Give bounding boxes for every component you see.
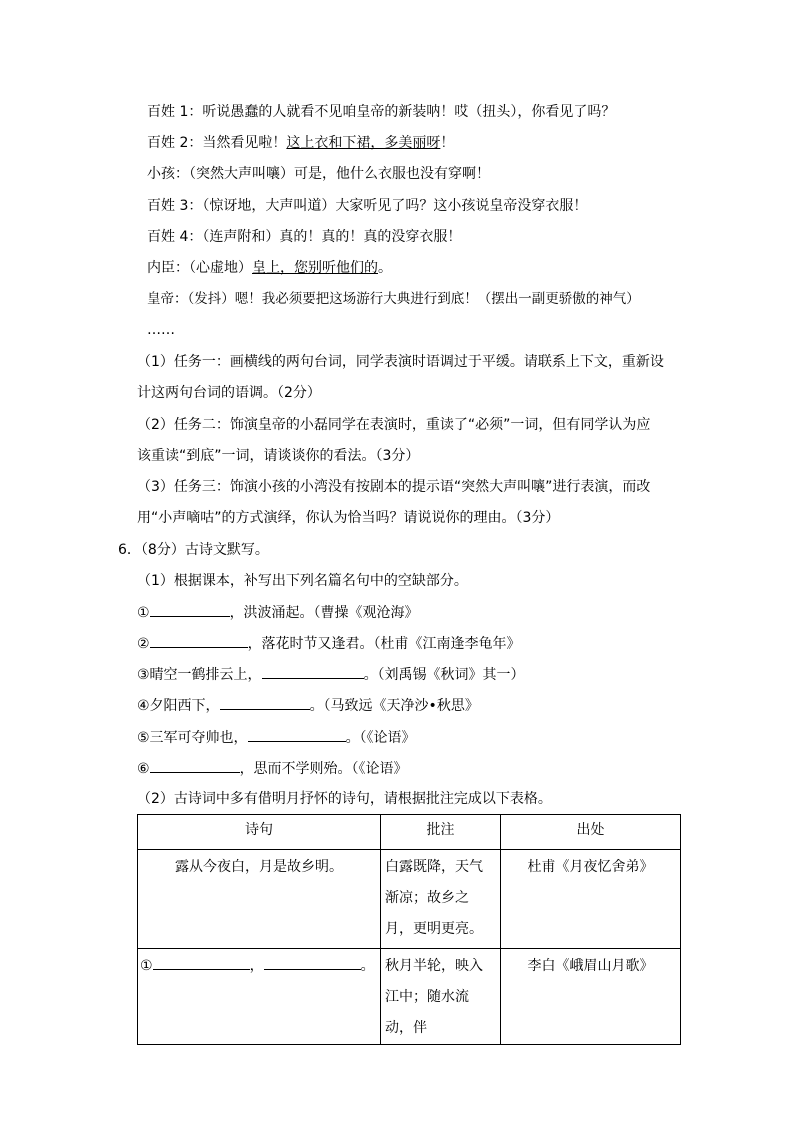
- fill-item: ④夕阳西下， 。（马致远《天净沙•秋思》: [137, 695, 479, 716]
- dialogue-line: 百姓 1：听说愚蠢的人就看不见咱皇帝的新装呐！哎（扭头），你看见了吗？: [147, 104, 616, 120]
- table-header: 出处: [501, 815, 681, 850]
- fill-item: ② ，落花时节又逢君。（杜甫《江南逢李龟年》: [137, 633, 521, 654]
- dialogue-line: 百姓 3：（惊讶地，大声叫道）大家听见了吗？这小孩说皇帝没穿衣服！: [147, 198, 588, 214]
- dialogue-line: 百姓 4：（连声附和）真的！真的！真的没穿衣服！: [147, 229, 462, 245]
- dialogue-line: ……: [147, 322, 175, 338]
- source-cell: 杜甫《月夜忆舍弟》: [501, 850, 681, 949]
- fill-item: ⑤三军可夺帅也， 。（《论语》: [137, 727, 416, 748]
- dialogue-line: 内臣：（心虚地）皇上，您别听他们的。: [147, 260, 392, 276]
- answer-blank[interactable]: [220, 695, 310, 710]
- note-cell: 秋月半轮，映入江中；随水流动，伴: [381, 949, 501, 1045]
- task-text: 计这两句台词的语调。（2分）: [137, 385, 321, 401]
- dialogue-line: 小孩：（突然大声叫嚷）可是，他什么衣服也没有穿啊！: [147, 166, 490, 182]
- fill-item: ① ，洪波涌起。（曹操《观沧海》: [137, 602, 419, 623]
- poem-cell: 露从今夜白，月是故乡明。: [138, 850, 381, 949]
- table-header: 诗句: [138, 815, 381, 850]
- task-text: （1）任务一：画横线的两句台词，同学表演时语调过于平缓。请联系上下文，重新设: [137, 354, 664, 370]
- answer-blank[interactable]: [150, 758, 240, 773]
- task-text: 用“小声嘀咕”的方式演绎，你认为恰当吗？请说说你的理由。（3分）: [137, 510, 560, 526]
- task-text: 该重读“到底”一词，请谈谈你的看法。（3分）: [137, 448, 420, 464]
- dialogue-line: 皇帝：（发抖）嗯！我必须要把这场游行大典进行到底！（摆出一副更骄傲的神气）: [147, 291, 640, 307]
- answer-blank[interactable]: [264, 955, 361, 970]
- question-part: （1）根据课本，补写出下列名篇名句中的空缺部分。: [137, 573, 468, 589]
- question-title: 6．（8分）古诗文默写。: [118, 542, 269, 558]
- task-text: （2）任务二：饰演皇帝的小磊同学在表演时，重读了“必须”一词，但有同学认为应: [137, 417, 651, 433]
- answer-blank[interactable]: [150, 602, 230, 617]
- fill-item: ③晴空一鹤排云上， 。（刘禹锡《秋词》其一）: [137, 664, 525, 685]
- underlined-line: 皇上，您别听他们的: [252, 260, 378, 276]
- source-cell: 李白《峨眉山月歌》: [501, 949, 681, 1045]
- answer-blank[interactable]: [262, 664, 364, 679]
- table-header: 批注: [381, 815, 501, 850]
- poem-table: [137, 814, 681, 1045]
- question-part: （2）古诗词中多有借明月抒怀的诗句，请根据批注完成以下表格。: [137, 791, 552, 807]
- underlined-line: 这上衣和下裙，多美丽呀: [286, 135, 441, 151]
- fill-item: ⑥ ，思而不学则殆。（《论语》: [137, 758, 408, 779]
- table-row: [138, 949, 681, 1045]
- answer-blank[interactable]: [248, 727, 346, 742]
- table-row: [138, 850, 681, 949]
- poem-cell: ① ， 。: [138, 949, 381, 1045]
- task-text: （3）任务三：饰演小孩的小湾没有按剧本的提示语“突然大声叫嚷”进行表演，而改: [137, 479, 651, 495]
- note-cell: 白露既降，天气渐凉；故乡之月，更明更亮。: [381, 850, 501, 949]
- answer-blank[interactable]: [150, 633, 248, 648]
- dialogue-line: 百姓 2：当然看见啦！这上衣和下裙，多美丽呀！: [147, 135, 455, 151]
- answer-blank[interactable]: [153, 955, 250, 970]
